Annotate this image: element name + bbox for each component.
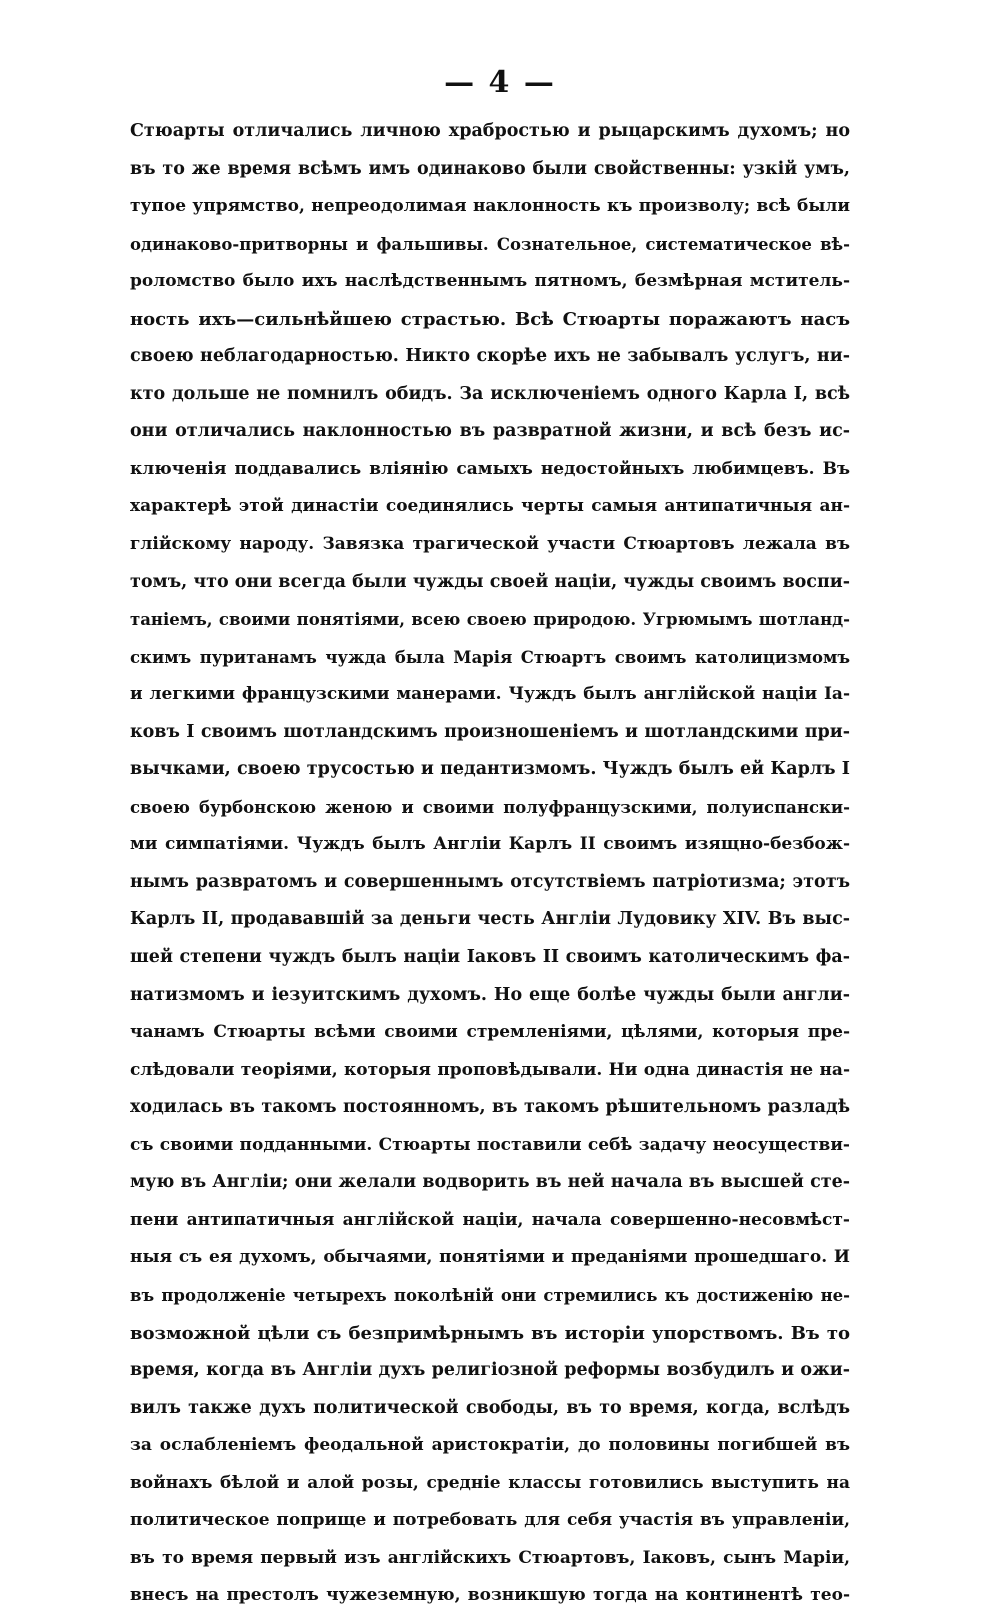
text-line: роломство было ихъ наслѣдственнымъ пятномъ, безмѣрная мститель- xyxy=(130,271,850,292)
text-line: нымъ развратомъ и совершеннымъ отсутствіемъ патріотизма; этотъ xyxy=(130,871,850,892)
text-line: глійскому народу. Завязка трагической участи Стюартовъ лежала въ xyxy=(130,534,850,555)
text-line: возможной цѣли съ безпримѣрнымъ въ исторіи упорствомъ. Въ то xyxy=(130,1322,850,1344)
text-line: кто дольше не помнилъ обидъ. За исключеніемъ одного Карла I, всѣ xyxy=(130,383,850,404)
page-number: — 4 — xyxy=(444,65,556,100)
text-line: время, когда въ Англіи духъ религіозной реформы возбудилъ и ожи- xyxy=(130,1360,850,1381)
text-line: въ то же время всѣмъ имъ одинаково были свойственны: узкій умъ, xyxy=(130,158,850,179)
body-text xyxy=(130,113,850,1615)
text-line: ходилась въ такомъ постоянномъ, въ такомъ рѣшительномъ разладѣ xyxy=(130,1097,850,1118)
text-line: ковъ I своимъ шотландскимъ произношеніемъ и шотландскими при- xyxy=(130,721,850,742)
text-line: съ своими подданными. Стюарты поставили себѣ задачу неосуществи- xyxy=(130,1134,850,1155)
text-line: шей степени чуждъ былъ націи Іаковъ II своимъ католическимъ фа- xyxy=(130,947,850,968)
text-line: слѣдовали теоріями, которыя проповѣдывали. Ни одна династія не на- xyxy=(130,1059,850,1080)
text-line: пени антипатичныя англійской націи, начала совершенно-несовмѣст- xyxy=(130,1209,850,1230)
text-line: и легкими французскими манерами. Чуждъ былъ англійской націи Іа- xyxy=(130,684,850,705)
text-line: вычками, своею трусостью и педантизмомъ. Чуждъ былъ ей Карлъ I xyxy=(130,759,850,780)
text-line: натизмомъ и іезуитскимъ духомъ. Но еще болѣе чужды были англи- xyxy=(130,984,850,1005)
text-line: ность ихъ—сильнѣйшею страстью. Всѣ Стюарты поражаютъ насъ xyxy=(130,308,850,330)
text-line: скимъ пуританамъ чужда была Марія Стюартъ своимъ католицизмомъ xyxy=(130,647,850,667)
text-line: своею неблагодарностью. Никто скорѣе ихъ не забывалъ услугъ, ни- xyxy=(130,346,850,367)
text-line: войнахъ бѣлой и алой розы, средніе классы готовились выступить на xyxy=(130,1472,850,1493)
text-line: чанамъ Стюарты всѣми своими стремленіями, цѣлями, которыя пре- xyxy=(130,1022,850,1043)
text-line: мую въ Англіи; они желали водворить въ ней начала въ высшей сте- xyxy=(130,1172,850,1193)
text-line: они отличались наклонностью въ развратной жизни, и всѣ безъ ис- xyxy=(130,421,850,442)
text-line: таніемъ, своими понятіями, всею своею природою. Угрюмымъ шотланд- xyxy=(130,610,850,630)
text-line: въ продолженіе четырехъ поколѣній они стремились къ достиженію не- xyxy=(130,1285,850,1305)
text-line: характерѣ этой династіи соединялись черты самыя антипатичныя ан- xyxy=(130,496,850,517)
text-line: ми симпатіями. Чуждъ былъ Англіи Карлъ II своимъ изящно-безбож- xyxy=(130,834,850,855)
text-line: своею бурбонскою женою и своими полуфранцузскими, полуиспански- xyxy=(130,797,850,817)
text-line: Стюарты отличались личною храбростью и рыцарскимъ духомъ; но xyxy=(130,121,850,141)
text-line: вилъ также духъ политической свободы, въ то время, когда, вслѣдъ xyxy=(130,1397,850,1418)
text-line: внесъ на престолъ чужеземную, возникшую тогда на континентѣ тео- xyxy=(130,1585,850,1606)
text-line: томъ, что они всегда были чужды своей націи, чужды своимъ воспи- xyxy=(130,571,850,592)
text-line: одинаково-притворны и фальшивы. Сознательное, систематическое вѣ- xyxy=(130,234,850,254)
text-line: Карлъ II, продававшій за деньги честь Англіи Лудовику XIV. Въ выс- xyxy=(130,909,850,930)
text-line: ключенія поддавались вліянію самыхъ недостойныхъ любимцевъ. Въ xyxy=(130,458,850,479)
text-line: за ослабленіемъ феодальной аристократіи, до половины погибшей въ xyxy=(130,1435,850,1456)
text-line: ныя съ ея духомъ, обычаями, понятіями и преданіями прошедшаго. И xyxy=(130,1247,850,1268)
text-line: тупое упрямство, непреодолимая наклонность къ произволу; всѣ были xyxy=(130,196,850,217)
text-line: въ то время первый изъ англійскихъ Стюартовъ, Іаковъ, сынъ Маріи, xyxy=(130,1547,850,1568)
text-line: политическое поприще и потребовать для себя участія въ управленіи, xyxy=(130,1510,850,1531)
